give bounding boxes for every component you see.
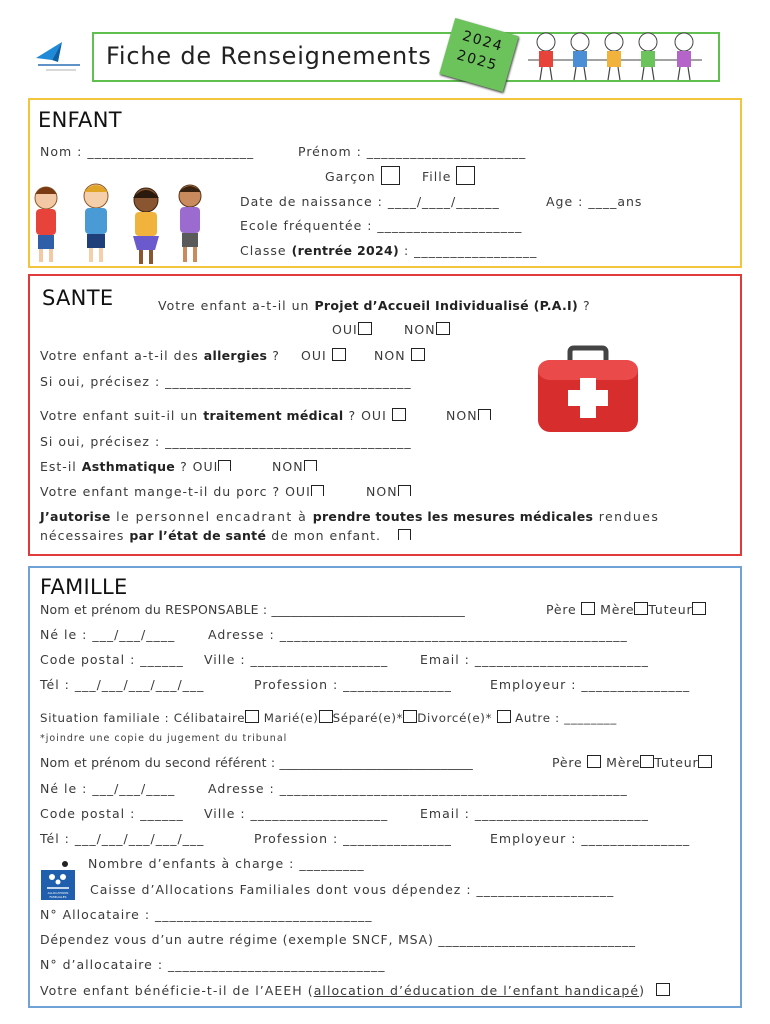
allocataire-field-2[interactable]: N° d’allocataire : ______________________________	[40, 957, 386, 972]
autorisation-line1	[40, 509, 659, 524]
adresse-field[interactable]: Adresse : ________________________________________________	[208, 627, 628, 642]
traitement-question	[40, 408, 406, 423]
ecole-field[interactable]: Ecole fréquentée : ____________________	[240, 218, 523, 233]
situation-label: Situation familiale : Célibataire	[40, 711, 246, 725]
code-postal-field-2[interactable]: Code postal : ______	[40, 806, 184, 821]
traitement-non-label: NON	[446, 408, 478, 423]
porc-non	[366, 484, 411, 499]
garcon-checkbox[interactable]	[381, 166, 400, 185]
employeur-field[interactable]: Employeur : _______________	[490, 677, 691, 692]
asthme-non	[272, 459, 317, 474]
autorise-text1: le personnel encadrant à	[110, 509, 313, 524]
jugement-note: *joindre une copie du jugement du tribunal	[40, 733, 288, 744]
ville-field-2[interactable]: Ville : ___________________	[204, 806, 389, 821]
asthme-suffix: ? OUI	[175, 459, 219, 474]
pai-prefix: Votre enfant a-t-il un	[158, 298, 315, 313]
traitement-non-checkbox[interactable]	[478, 409, 491, 420]
garcon-option	[325, 166, 400, 185]
resp1-tuteur-label: Tuteur	[648, 602, 693, 617]
allergies-non	[374, 348, 425, 363]
nb-enfants-field[interactable]: Nombre d’enfants à charge : _________	[88, 856, 365, 871]
caf-field[interactable]: Caisse d’Allocations Familiales dont vous dépendez : ___________________	[90, 882, 615, 897]
date-naissance-field[interactable]: Date de naissance : ____/____/______	[240, 194, 500, 209]
aeeh-question	[40, 983, 670, 998]
pai-oui-checkbox[interactable]	[358, 322, 372, 335]
autre-field[interactable]: Autre : ________	[515, 711, 618, 725]
porc-question	[40, 484, 324, 499]
situation-familiale	[40, 710, 617, 725]
ne-le-field-2[interactable]: Né le : ___/___/____	[40, 781, 176, 796]
regime-field[interactable]: Dépendez vous d’un autre régime (exemple SNCF, MSA) ____________________________	[40, 932, 636, 947]
resp2-tuteur-label: Tuteur	[654, 755, 699, 770]
allergies-question	[40, 348, 280, 363]
tel-field-2[interactable]: Tél : ___/___/___/___/___	[40, 831, 205, 846]
resp1-mere-checkbox[interactable]	[634, 602, 648, 615]
allergies-non-label: NON	[374, 348, 406, 363]
allergies-bold: allergies	[203, 348, 268, 363]
classe-bold: (rentrée 2024)	[291, 243, 399, 258]
classe-prefix: Classe	[240, 243, 287, 258]
divorce-label: Divorcé(e)*	[417, 711, 493, 725]
resp2-parent-options	[552, 755, 712, 770]
fille-checkbox[interactable]	[456, 166, 475, 185]
classe-suffix: : _________________	[398, 243, 538, 258]
asthme-question	[40, 459, 231, 474]
pai-oui	[332, 322, 372, 337]
allergies-precisez[interactable]: Si oui, précisez : __________________________________	[40, 374, 412, 389]
age-field[interactable]: Age : ____ans	[546, 194, 643, 209]
children-illustration	[522, 30, 722, 82]
traitement-bold: traitement médical	[203, 408, 344, 423]
caf-logo-text: ALLOCATIONS FAMILIALES	[47, 891, 69, 899]
aeeh-link[interactable]: allocation d’éducation de l’enfant handicapé	[313, 983, 640, 998]
asthme-prefix: Est-il	[40, 459, 82, 474]
adresse-field-2[interactable]: Adresse : ________________________________________________	[208, 781, 628, 796]
classe-field[interactable]	[240, 243, 537, 258]
pai-bold: Projet d’Accueil Individualisé (P.A.I)	[314, 298, 579, 313]
resp2-mere-label: Mère	[606, 755, 641, 770]
responsable-field[interactable]: Nom et prénom du RESPONSABLE : ______________________________	[40, 602, 466, 617]
allergies-oui-checkbox[interactable]	[332, 348, 346, 361]
resp1-pere-checkbox[interactable]	[581, 602, 595, 615]
celibataire-checkbox[interactable]	[245, 710, 259, 723]
allergies-oui	[301, 348, 346, 363]
resp1-tuteur-checkbox[interactable]	[692, 602, 706, 615]
sante-heading: SANTE	[42, 286, 114, 310]
traitement-suffix: ? OUI	[343, 408, 387, 423]
porc-label: Votre enfant mange-t-il du porc ? OUI	[40, 484, 311, 499]
caf-logo	[41, 870, 75, 900]
tel-field[interactable]: Tél : ___/___/___/___/___	[40, 677, 205, 692]
allocataire-field[interactable]: N° Allocataire : ______________________________	[40, 907, 373, 922]
traitement-precisez[interactable]: Si oui, précisez : __________________________________	[40, 434, 412, 449]
pai-non-label: NON	[404, 322, 436, 337]
profession-field[interactable]: Profession : _______________	[254, 677, 452, 692]
porc-non-checkbox[interactable]	[398, 485, 411, 496]
resp2-mere-checkbox[interactable]	[640, 755, 654, 768]
email-field[interactable]: Email : ________________________	[420, 652, 649, 667]
prenom-field[interactable]: Prénom : ______________________	[298, 144, 527, 159]
autorisation-line2	[40, 528, 411, 543]
resp2-tuteur-checkbox[interactable]	[698, 755, 712, 768]
year-top: 2024	[460, 28, 505, 55]
autorisation-checkbox[interactable]	[398, 529, 411, 540]
allergies-suffix: ?	[267, 348, 280, 363]
allergies-prefix: Votre enfant a-t-il des	[40, 348, 204, 363]
email-field-2[interactable]: Email : ________________________	[420, 806, 649, 821]
pai-non-checkbox[interactable]	[436, 322, 450, 335]
pai-suffix: ?	[578, 298, 591, 313]
traitement-prefix: Votre enfant suit-il un	[40, 408, 204, 423]
allergies-non-checkbox[interactable]	[411, 348, 425, 361]
resp2-pere-label: Père	[552, 755, 583, 770]
famille-heading: FAMILLE	[40, 575, 128, 599]
autorise-bold3: par l’état de santé	[129, 528, 267, 543]
second-referent-field[interactable]: Nom et prénom du second référent : ______________________________	[40, 755, 473, 770]
nom-field[interactable]: Nom : _______________________	[40, 144, 255, 159]
asthme-oui-checkbox[interactable]	[218, 460, 231, 471]
garcon-label: Garçon	[325, 169, 376, 184]
logo	[32, 38, 86, 78]
asthme-non-label: NON	[272, 459, 304, 474]
aeeh-suffix: )	[639, 983, 646, 998]
marie-checkbox[interactable]	[319, 710, 333, 723]
traitement-non	[446, 408, 491, 423]
ne-le-field[interactable]: Né le : ___/___/____	[40, 627, 176, 642]
autorise-text2: rendues	[593, 509, 660, 524]
marie-label: Marié(e)	[263, 711, 319, 725]
fille-label: Fille	[422, 169, 452, 184]
asthme-non-checkbox[interactable]	[304, 460, 317, 471]
employeur-field-2[interactable]: Employeur : _______________	[490, 831, 691, 846]
divorce-checkbox[interactable]	[497, 710, 511, 723]
resp2-pere-checkbox[interactable]	[587, 755, 601, 768]
resp1-mere-label: Mère	[600, 602, 635, 617]
separe-checkbox[interactable]	[403, 710, 417, 723]
pai-question	[158, 298, 591, 313]
autorise-text4: de mon enfant.	[266, 528, 381, 543]
autorise-text3: nécessaires	[40, 528, 130, 543]
aeeh-prefix: Votre enfant bénéficie-t-il de l’AEEH (	[40, 983, 314, 998]
allergies-oui-label: OUI	[301, 348, 327, 363]
fille-option	[422, 166, 475, 185]
bullet-dot	[62, 861, 68, 867]
porc-non-label: NON	[366, 484, 398, 499]
pai-non	[404, 322, 450, 337]
traitement-oui-checkbox[interactable]	[392, 408, 406, 421]
code-postal-field[interactable]: Code postal : ______	[40, 652, 184, 667]
porc-oui-checkbox[interactable]	[311, 485, 324, 496]
kids-illustration	[28, 180, 218, 266]
resp1-pere-label: Père	[546, 602, 577, 617]
resp1-parent-options	[546, 602, 706, 617]
ville-field[interactable]: Ville : ___________________	[204, 652, 389, 667]
asthme-bold: Asthmatique	[81, 459, 176, 474]
first-aid-kit-icon	[532, 344, 644, 436]
autorise-bold1: J’autorise	[40, 509, 111, 524]
autorise-bold2: prendre toutes les mesures médicales	[312, 509, 594, 524]
enfant-heading: ENFANT	[38, 108, 122, 132]
separe-label: Séparé(e)*	[332, 711, 404, 725]
aeeh-checkbox[interactable]	[656, 983, 670, 996]
page-title: Fiche de Renseignements	[106, 42, 432, 70]
year-bottom: 2025	[454, 47, 500, 75]
pai-oui-label: OUI	[332, 322, 358, 337]
profession-field-2[interactable]: Profession : _______________	[254, 831, 452, 846]
